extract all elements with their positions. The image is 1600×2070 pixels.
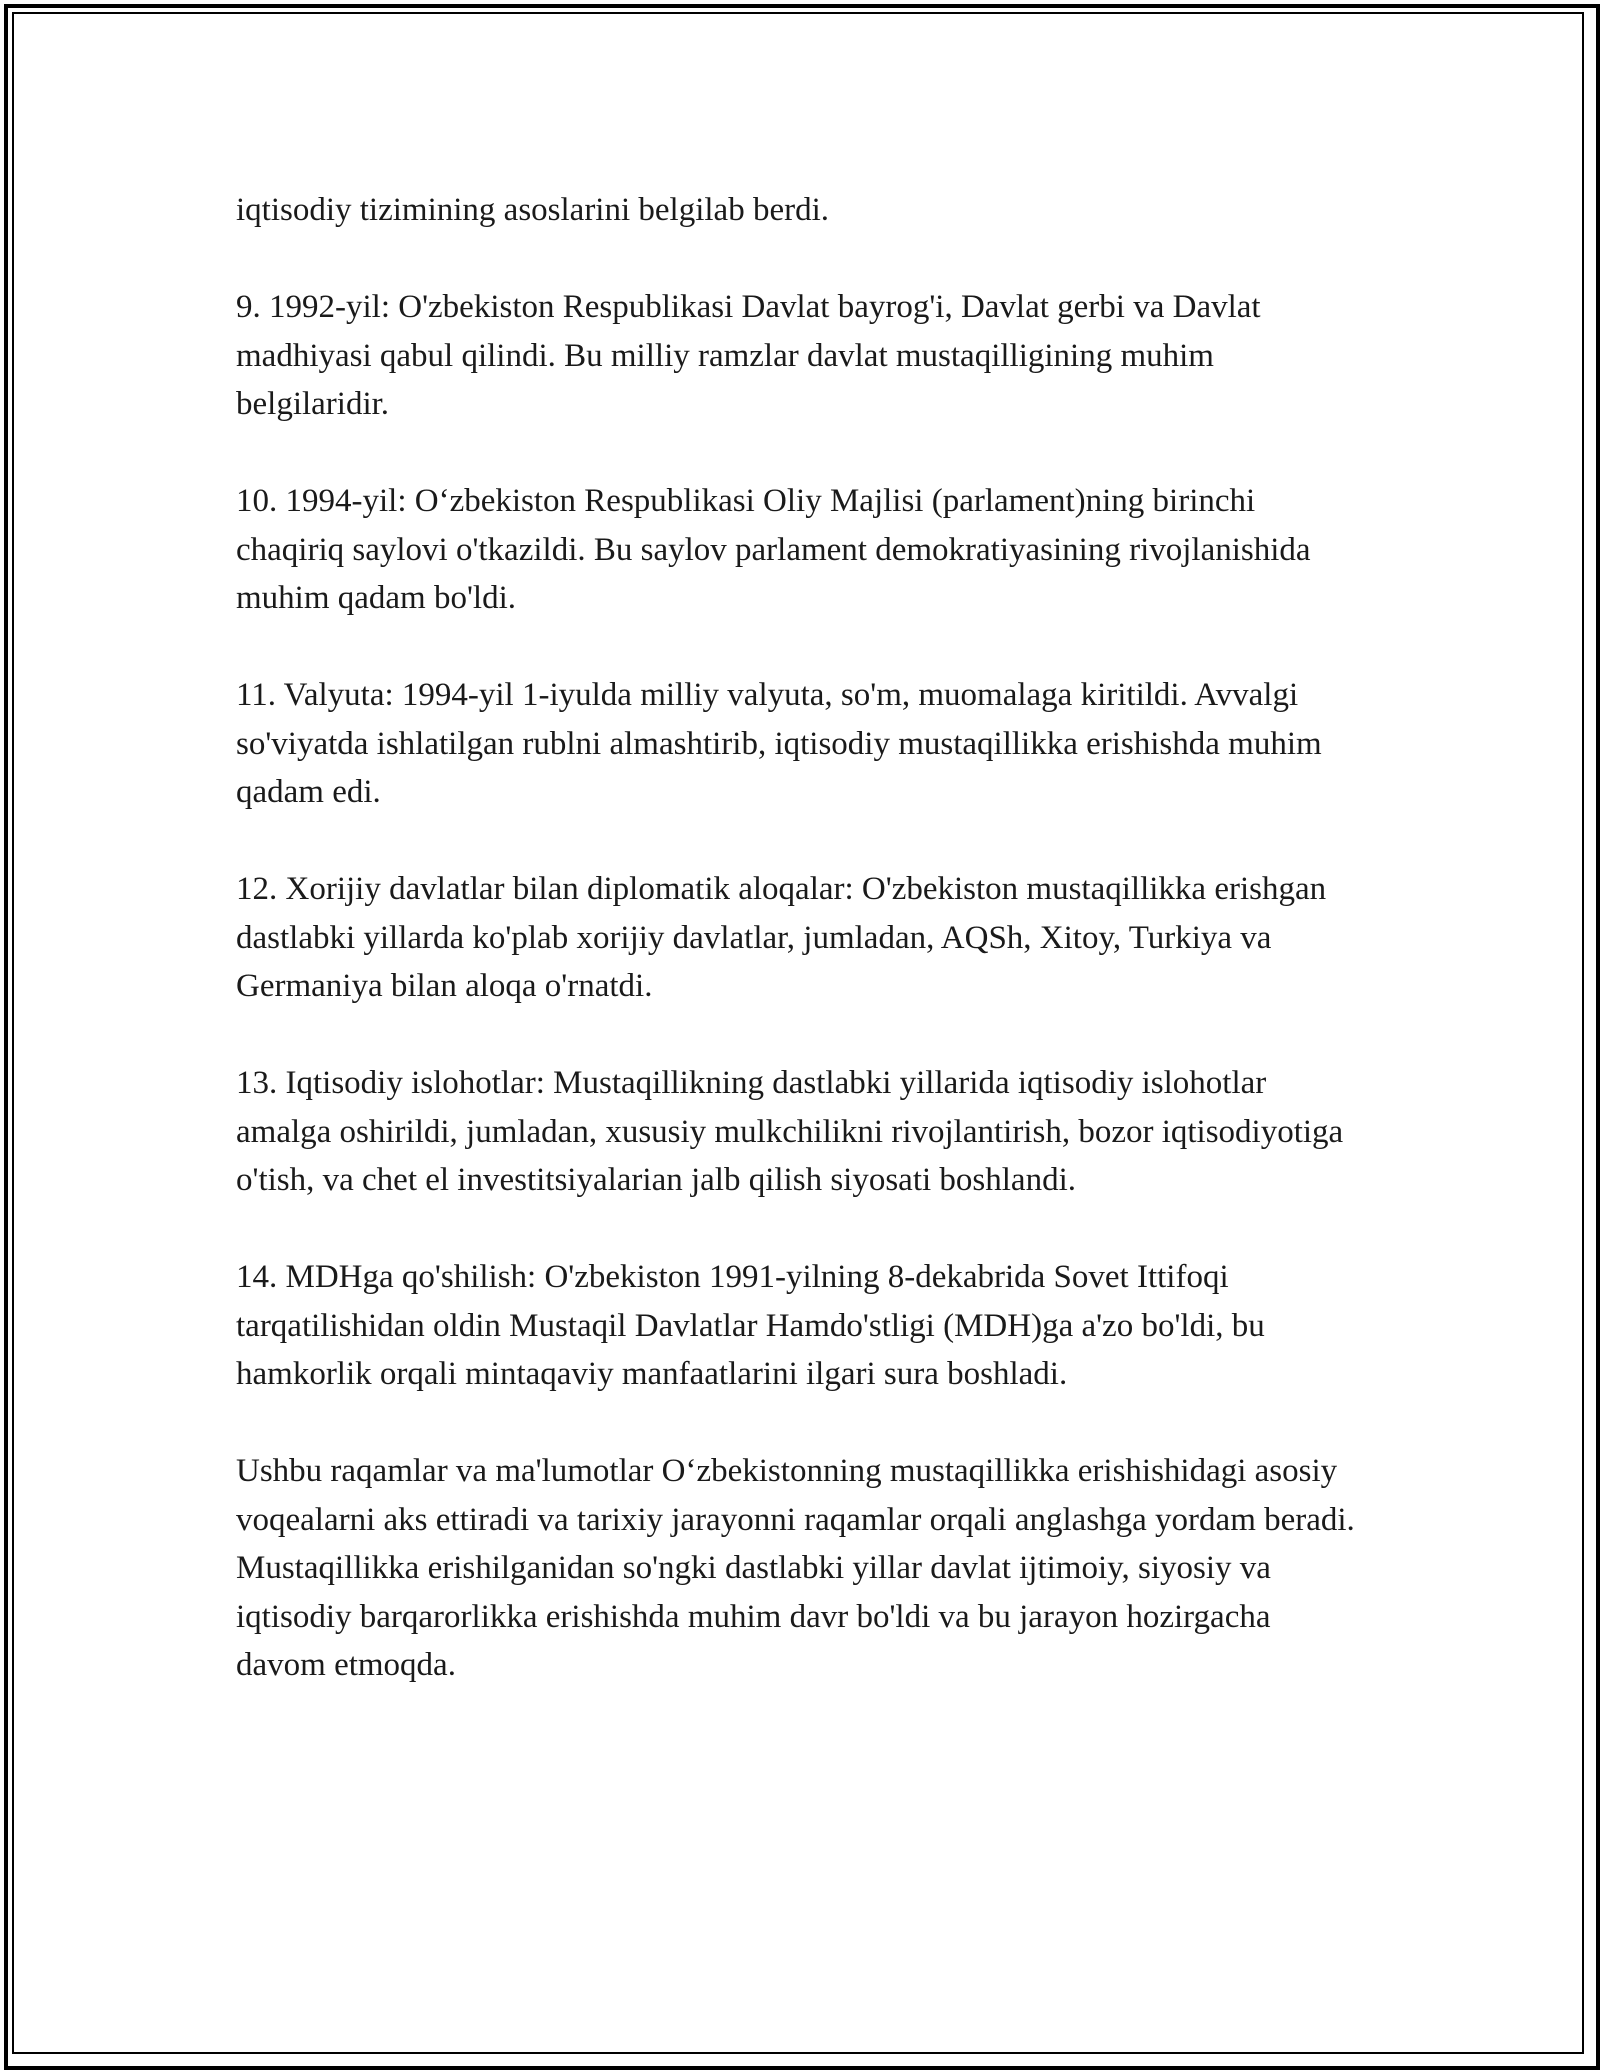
paragraph-item-13: 13. Iqtisodiy islohotlar: Mustaqillikning dastlabki yillarida iqtisodiy islohotlar amalga oshirildi, jumladan, xususiy mulkchilikni rivojlantirish, bozor iqtisodiyotiga o'tish, va chet el investitsiyalarian jalb qilish siyosati boshlandi. [236, 1065, 1344, 1198]
paragraph-item-12: 12. Xorijiy davlatlar bilan diplomatik aloqalar: O'zbekiston mustaqillikka erishgan dastlabki yillarda ko'plab xorijiy davlatlar, jumladan, AQSh, Xitoy, Turkiya va Germaniya bilan aloqa o'rnatdi. [236, 871, 1327, 1004]
paragraph-item-10: 10. 1994-yil: O‘zbekiston Respublikasi Oliy Majlisi (parlament)ning birinchi chaqiriq saylovi o'tkazildi. Bu saylov parlament demokratiyasining rivojlanishida muhim qadam bo'ldi. [236, 483, 1311, 616]
paragraph-item-14: 14. MDHga qo'shilish: O'zbekiston 1991-yilning 8-dekabrida Sovet Ittifoqi tarqatilishidan oldin Mustaqil Davlatlar Hamdo'stligi (MDH)ga a'zo bo'ldi, bu hamkorlik orqali mintaqaviy manfaatlarini ilgari sura boshladi. [236, 1259, 1265, 1392]
document-body [236, 186, 1366, 1690]
paragraph-item-9: 9. 1992-yil: O'zbekiston Respublikasi Davlat bayrog'i, Davlat gerbi va Davlat madhiyasi qabul qilindi. Bu milliy ramzlar davlat mustaqilligining muhim belgilaridir. [236, 289, 1261, 422]
paragraph-continuation: iqtisodiy tizimining asoslarini belgilab berdi. [236, 192, 830, 228]
paragraph-conclusion: Ushbu raqamlar va ma'lumotlar O‘zbekistonning mustaqillikka erishishidagi asosiy voqealarni aks ettiradi va tarixiy jarayonni raqamlar orqali anglashga yordam beradi. Mustaqillikka erishilganidan so'ngki dastlabki yillar davlat ijtimoiy, siyosiy va iqtisodiy barqarorlikka erishishda muhim davr bo'ldi va bu jarayon hozirgacha davom etmoqda. [236, 1453, 1355, 1683]
paragraph-item-11: 11. Valyuta: 1994-yil 1-iyulda milliy valyuta, so'm, muomalaga kiritildi. Avvalgi so'viyatda ishlatilgan rublni almashtirib, iqtisodiy mustaqillikka erishishda muhim qadam edi. [236, 677, 1322, 810]
